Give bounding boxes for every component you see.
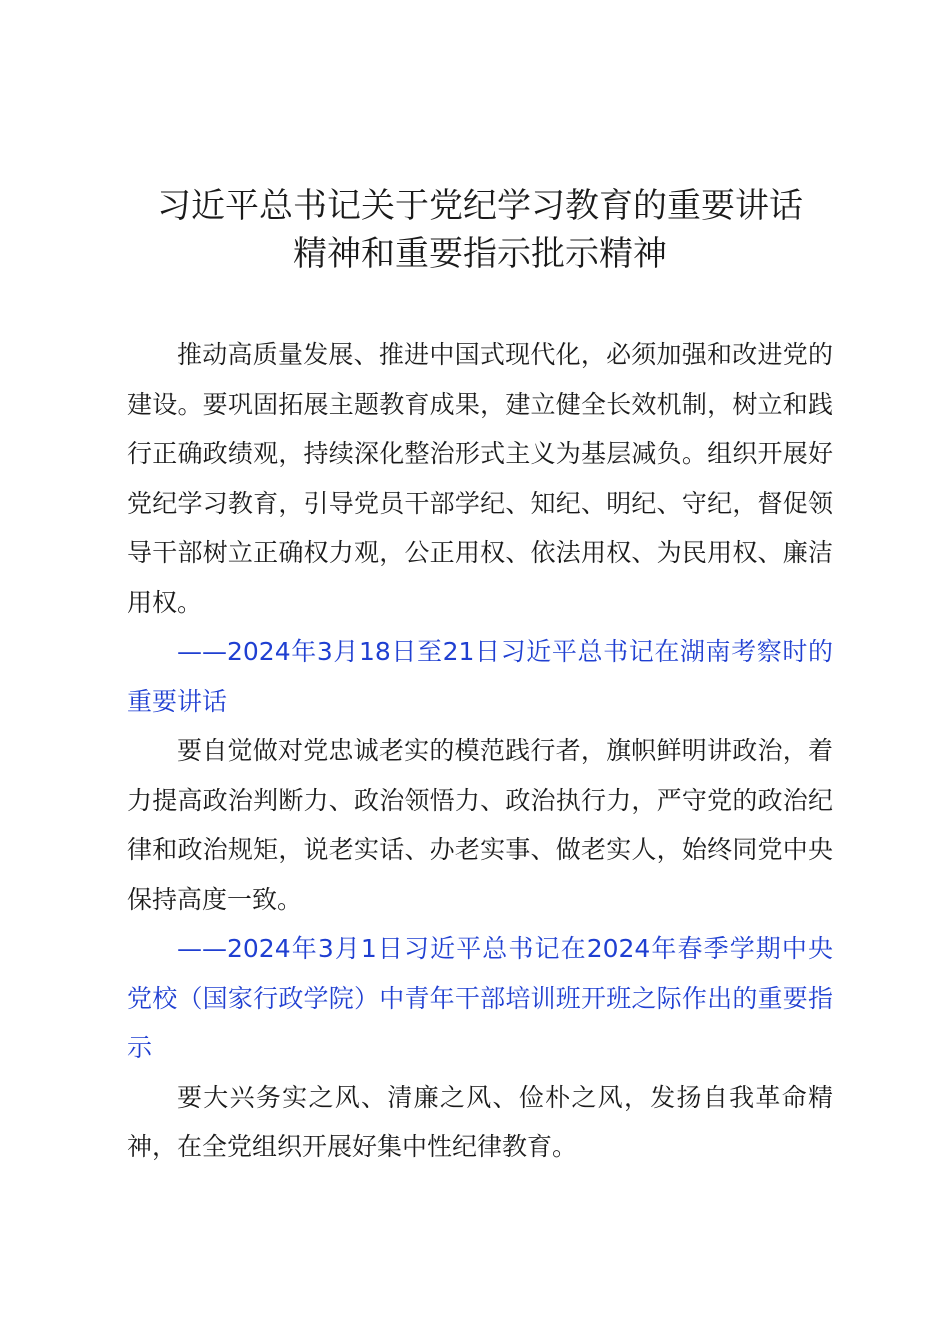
document-body — [127, 330, 833, 1172]
document-title — [120, 182, 840, 278]
source-citation-2: ——2024年3月1日习近平总书记在2024年春季学期中央党校（国家行政学院）中青年干部培训班开班之际作出的重要指示 — [127, 934, 833, 1062]
title-line-2: 精神和重要指示批示精神 — [293, 234, 667, 274]
body-paragraph-1: 推动高质量发展、推进中国式现代化，必须加强和改进党的建设。要巩固拓展主题教育成果，建立健全长效机制，树立和践行正确政绩观，持续深化整治形式主义为基层减负。组织开展好党纪学习教育，引导党员干部学纪、知纪、明纪、守纪，督促领导干部树立正确权力观，公正用权、依法用权、为民用权、廉洁用权。 — [127, 340, 833, 617]
source-citation-1: ——2024年3月18日至21日习近平总书记在湖南考察时的重要讲话 — [127, 637, 833, 716]
body-paragraph-2: 要自觉做对党忠诚老实的模范践行者，旗帜鲜明讲政治，着力提高政治判断力、政治领悟力、政治执行力，严守党的政治纪律和政治规矩，说老实话、办老实事、做老实人，始终同党中央保持高度一致。 — [127, 736, 833, 914]
title-line-1: 习近平总书记关于党纪学习教育的重要讲话 — [157, 186, 803, 226]
body-paragraph-3: 要大兴务实之风、清廉之风、俭朴之风，发扬自我革命精神，在全党组织开展好集中性纪律教育。 — [127, 1082, 833, 1161]
